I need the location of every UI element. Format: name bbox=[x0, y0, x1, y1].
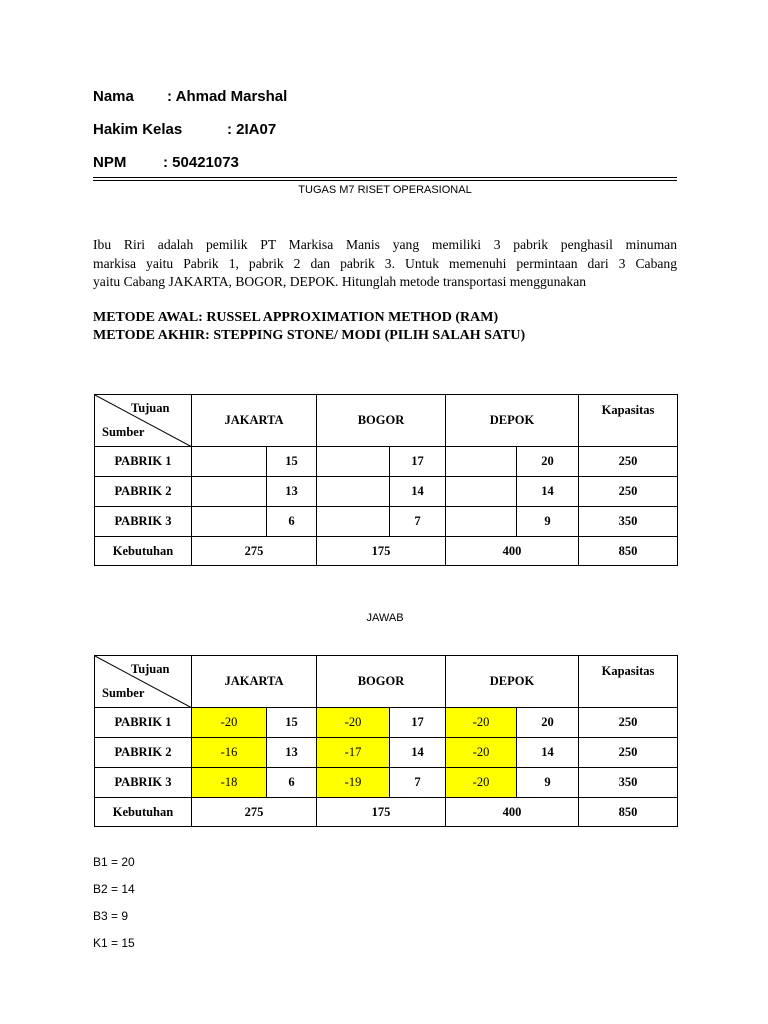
table-row bbox=[95, 447, 678, 477]
delta-cell: -16 bbox=[192, 738, 267, 768]
col-header-bogor: BOGOR bbox=[317, 395, 446, 447]
corner-header bbox=[95, 656, 192, 708]
empty-cell bbox=[317, 477, 390, 507]
paragraph-line: markisa yaitu Pabrik 1, pabrik 2 dan pabrik 3. Untuk memenuhi permintaan dari 3 Cabang bbox=[93, 255, 677, 271]
total-cell: 850 bbox=[579, 537, 678, 566]
jawab-label: JAWAB bbox=[366, 612, 404, 624]
empty-cell bbox=[192, 447, 267, 477]
col-header-kapasitas: Kapasitas bbox=[579, 656, 678, 708]
demand-cell: 275 bbox=[192, 537, 317, 566]
delta-cell: -20 bbox=[192, 708, 267, 738]
table-row bbox=[95, 507, 678, 537]
equation-k1: K1 = 15 bbox=[93, 936, 135, 950]
col-header-kapasitas: Kapasitas bbox=[579, 395, 678, 447]
demand-row bbox=[95, 798, 678, 827]
kelas-line bbox=[93, 121, 276, 138]
demand-cell: 275 bbox=[192, 798, 317, 827]
capacity-cell: 250 bbox=[579, 447, 678, 477]
answer-table bbox=[94, 655, 678, 827]
method-awal: METODE AWAL: RUSSEL APPROXIMATION METHOD (RAM) bbox=[93, 310, 499, 325]
cost-cell: 9 bbox=[517, 507, 579, 537]
capacity-cell: 250 bbox=[579, 738, 678, 768]
nama-label: Nama bbox=[93, 88, 134, 105]
capacity-cell: 250 bbox=[579, 708, 678, 738]
empty-cell bbox=[317, 447, 390, 477]
empty-cell bbox=[446, 447, 517, 477]
empty-cell bbox=[446, 477, 517, 507]
npm-line bbox=[93, 154, 239, 171]
page-title: TUGAS M7 RISET OPERASIONAL bbox=[298, 184, 472, 196]
kebutuhan-label: Kebutuhan bbox=[95, 798, 192, 827]
total-cell: 850 bbox=[579, 798, 678, 827]
demand-row bbox=[95, 537, 678, 566]
cost-cell: 17 bbox=[390, 447, 446, 477]
row-label: PABRIK 3 bbox=[95, 507, 192, 537]
col-header-depok: DEPOK bbox=[446, 656, 579, 708]
delta-cell: -20 bbox=[317, 708, 390, 738]
cost-cell: 15 bbox=[267, 447, 317, 477]
cost-cell: 6 bbox=[267, 507, 317, 537]
cost-cell: 7 bbox=[390, 768, 446, 798]
paragraph-line: Ibu Riri adalah pemilik PT Markisa Manis yang memiliki 3 pabrik penghasil minuman bbox=[93, 237, 677, 252]
table-row bbox=[95, 708, 678, 738]
demand-cell: 400 bbox=[446, 537, 579, 566]
col-header-jakarta: JAKARTA bbox=[192, 656, 317, 708]
header-rule-top bbox=[93, 177, 677, 178]
nama-line bbox=[93, 88, 287, 105]
kelas-value: : 2IA07 bbox=[227, 121, 277, 138]
method-akhir: METODE AKHIR: STEPPING STONE/ MODI (PILIH SALAH SATU) bbox=[93, 328, 526, 343]
empty-cell bbox=[317, 507, 390, 537]
nama-value: : Ahmad Marshal bbox=[167, 88, 288, 105]
cost-cell: 14 bbox=[390, 738, 446, 768]
capacity-cell: 250 bbox=[579, 477, 678, 507]
cost-cell: 14 bbox=[390, 477, 446, 507]
delta-cell: -18 bbox=[192, 768, 267, 798]
demand-cell: 175 bbox=[317, 798, 446, 827]
cost-cell: 17 bbox=[390, 708, 446, 738]
cost-cell: 20 bbox=[517, 708, 579, 738]
col-header-jakarta: JAKARTA bbox=[192, 395, 317, 447]
col-header-depok: DEPOK bbox=[446, 395, 579, 447]
problem-paragraph bbox=[93, 236, 677, 292]
cost-cell: 14 bbox=[517, 477, 579, 507]
cost-cell: 9 bbox=[517, 768, 579, 798]
sumber-label: Sumber bbox=[102, 686, 145, 700]
tujuan-label: Tujuan bbox=[131, 662, 170, 676]
cost-cell: 13 bbox=[267, 477, 317, 507]
table-row bbox=[95, 768, 678, 798]
corner-header bbox=[95, 395, 192, 447]
npm-value: : 50421073 bbox=[163, 154, 239, 171]
row-label: PABRIK 1 bbox=[95, 708, 192, 738]
row-label: PABRIK 2 bbox=[95, 477, 192, 507]
delta-cell: -19 bbox=[317, 768, 390, 798]
npm-label: NPM bbox=[93, 154, 127, 171]
kelas-label: Hakim Kelas bbox=[93, 121, 183, 138]
capacity-cell: 350 bbox=[579, 768, 678, 798]
table-row bbox=[95, 738, 678, 768]
empty-cell bbox=[192, 507, 267, 537]
cost-cell: 6 bbox=[267, 768, 317, 798]
cost-cell: 14 bbox=[517, 738, 579, 768]
demand-cell: 175 bbox=[317, 537, 446, 566]
row-label: PABRIK 2 bbox=[95, 738, 192, 768]
paragraph-line: yaitu Cabang JAKARTA, BOGOR, DEPOK. Hitunglah metode transportasi menggunakan bbox=[93, 274, 587, 289]
delta-cell: -17 bbox=[317, 738, 390, 768]
table-row bbox=[95, 477, 678, 507]
empty-cell bbox=[192, 477, 267, 507]
kebutuhan-label: Kebutuhan bbox=[95, 537, 192, 566]
delta-cell: -20 bbox=[446, 708, 517, 738]
demand-cell: 400 bbox=[446, 798, 579, 827]
cost-cell: 13 bbox=[267, 738, 317, 768]
col-header-bogor: BOGOR bbox=[317, 656, 446, 708]
problem-table bbox=[94, 394, 678, 566]
equation-b2: B2 = 14 bbox=[93, 882, 135, 896]
delta-cell: -20 bbox=[446, 768, 517, 798]
delta-cell: -20 bbox=[446, 738, 517, 768]
cost-cell: 20 bbox=[517, 447, 579, 477]
equation-b3: B3 = 9 bbox=[93, 909, 129, 923]
capacity-cell: 350 bbox=[579, 507, 678, 537]
row-label: PABRIK 3 bbox=[95, 768, 192, 798]
tujuan-label: Tujuan bbox=[131, 401, 170, 415]
empty-cell bbox=[446, 507, 517, 537]
cost-cell: 15 bbox=[267, 708, 317, 738]
row-label: PABRIK 1 bbox=[95, 447, 192, 477]
cost-cell: 7 bbox=[390, 507, 446, 537]
sumber-label: Sumber bbox=[102, 425, 145, 439]
header-rule-bottom bbox=[93, 180, 677, 181]
equation-b1: B1 = 20 bbox=[93, 855, 135, 869]
